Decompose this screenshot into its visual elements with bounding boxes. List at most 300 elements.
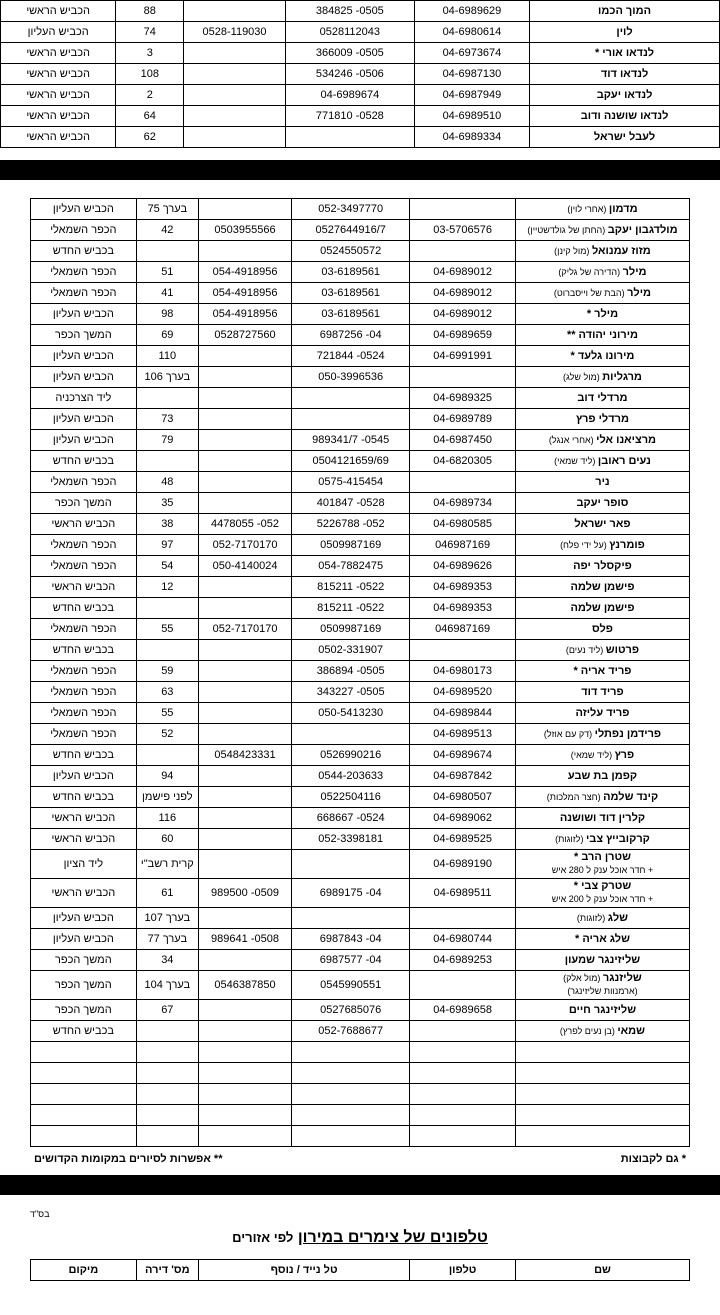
cell-mobile: 0505- 384825	[285, 1, 414, 22]
cell-name: פיקסלר יפה	[515, 556, 689, 577]
cell-location: הכביש הראשי	[1, 43, 116, 64]
cell-name: מרציאנו אלי (אחרי אנגל)	[515, 430, 689, 451]
cell-mobile: 0522- 815211	[292, 598, 410, 619]
cell-extra-phone	[198, 1021, 291, 1042]
footnote-right: * גם לקבוצות	[620, 1153, 686, 1165]
cell-phone: 04-6989844	[410, 703, 516, 724]
cell-name: פרידמן נפתלי (דק עם אוזל)	[515, 724, 689, 745]
cell-name: קרקובייץ צבי (לזוגות)	[515, 829, 689, 850]
cell-extra-phone: 0546387850	[198, 971, 291, 1000]
cell-mobile	[292, 409, 410, 430]
cell-location: הכביש העליון	[31, 409, 137, 430]
cell-name: שטרק צבי * + חדר אוכל ענק ל 200 איש	[515, 879, 689, 908]
cell-extra-phone	[198, 808, 291, 829]
table-row	[31, 262, 690, 283]
cell-apartment-number: 51	[136, 262, 198, 283]
cell-location: הכביש הראשי	[1, 85, 116, 106]
cell-location: הכביש הראשי	[31, 514, 137, 535]
cell-location: בכביש החדש	[31, 1021, 137, 1042]
cell-extra-phone	[198, 472, 291, 493]
cell-extra-phone: 052-7170170	[198, 535, 291, 556]
table-row	[31, 451, 690, 472]
cell-name: מרדלי דוב	[515, 388, 689, 409]
cell-location: הכביש העליון	[31, 199, 137, 220]
cell-name-note: (לזוגות)	[576, 912, 608, 923]
cell-location: הכפר השמאלי	[31, 682, 137, 703]
cell-location: הכביש העליון	[31, 346, 137, 367]
table-row	[1, 22, 720, 43]
table-row	[31, 220, 690, 241]
cell-phone	[410, 640, 516, 661]
cell-extra-phone: 0508- 989641	[198, 929, 291, 950]
cell-mobile: 0505- 343227	[292, 682, 410, 703]
cell-extra-phone: 0528727560	[198, 325, 291, 346]
cell-mobile: 0522504116	[292, 787, 410, 808]
table-row	[31, 908, 690, 929]
cell-location: הכפר השמאלי	[31, 619, 137, 640]
cell-mobile: 0575-415454	[292, 472, 410, 493]
cell-phone: 04-6989510	[414, 106, 529, 127]
cell-apartment-number	[136, 1105, 198, 1126]
cell-apartment-number: בערך 104	[136, 971, 198, 1000]
cell-mobile	[292, 908, 410, 929]
cell-location: הכפר השמאלי	[31, 262, 137, 283]
cell-name: מרדלי פרץ	[515, 409, 689, 430]
cell-phone: 04-6989012	[410, 283, 516, 304]
table-row	[31, 304, 690, 325]
table-row	[31, 514, 690, 535]
cell-apartment-number: 35	[136, 493, 198, 514]
cell-phone: 04-6989520	[410, 682, 516, 703]
cell-location: הכביש העליון	[1, 22, 116, 43]
cell-mobile: 0544-203633	[292, 766, 410, 787]
cell-location: בכביש החדש	[31, 787, 137, 808]
cell-phone: 04-6989353	[410, 598, 516, 619]
cell-extra-phone	[198, 908, 291, 929]
cell-phone: 04-6989062	[410, 808, 516, 829]
page-separator-1	[0, 160, 720, 180]
cell-mobile: 0524- 668667	[292, 808, 410, 829]
cell-name: לנדאו אורי *	[530, 43, 720, 64]
cell-name: קלרין דוד ושושנה	[515, 808, 689, 829]
cell-name: שליזינגר שמעון	[515, 950, 689, 971]
cell-name-note: (חצר המלכות)	[546, 791, 604, 802]
cell-name-note: (מול קינן)	[554, 245, 592, 256]
table-row	[1, 64, 720, 85]
cell-location: ליד הצרכניה	[31, 388, 137, 409]
cell-phone: 04-6980173	[410, 661, 516, 682]
cell-extra-phone	[184, 64, 286, 85]
page-title	[30, 1229, 690, 1247]
cell-name: קינד שלמה (חצר המלכות)	[515, 787, 689, 808]
cell-extra-phone	[198, 724, 291, 745]
cell-name	[515, 1084, 689, 1105]
col-header-loc: מיקום	[31, 1260, 137, 1281]
cell-mobile: 052- 5226788	[292, 514, 410, 535]
cell-phone	[410, 1063, 516, 1084]
cell-location: הכביש הראשי	[1, 127, 116, 148]
cell-location: הכביש הראשי	[31, 879, 137, 908]
cell-apartment-number	[136, 745, 198, 766]
cell-phone: 04-6989658	[410, 1000, 516, 1021]
cell-extra-phone	[198, 577, 291, 598]
cell-location: הכביש הראשי	[31, 808, 137, 829]
cell-name: שמאי (בן נעים לפרץ)	[515, 1021, 689, 1042]
page-fragment-bottom	[0, 1195, 720, 1315]
cell-name: מילר *	[515, 304, 689, 325]
cell-apartment-number: 3	[116, 43, 184, 64]
cell-location	[31, 1105, 137, 1126]
table-row	[31, 971, 690, 1000]
table-row	[31, 745, 690, 766]
cell-mobile: 0527644916/7	[292, 220, 410, 241]
col-header-name: שם	[515, 1260, 689, 1281]
bsd-marker: בס"ד	[30, 1209, 50, 1219]
cell-extra-phone	[184, 85, 286, 106]
cell-mobile: 0528112043	[285, 22, 414, 43]
table-row	[31, 808, 690, 829]
cell-location: המשך הכפר	[31, 950, 137, 971]
cell-name: ניר	[515, 472, 689, 493]
cell-mobile: 0509987169	[292, 535, 410, 556]
cell-phone: 04-6989789	[410, 409, 516, 430]
cell-mobile	[292, 1084, 410, 1105]
cell-extra-phone	[184, 43, 286, 64]
cell-apartment-number	[136, 1042, 198, 1063]
cell-location: המשך הכפר	[31, 971, 137, 1000]
cell-name-note: (דק עם אוזל)	[543, 728, 595, 739]
cell-name: פרץ (ליד שמאי)	[515, 745, 689, 766]
cell-phone	[410, 199, 516, 220]
contacts-table-main	[30, 198, 690, 1147]
cell-apartment-number	[136, 598, 198, 619]
cell-location: הכביש העליון	[31, 908, 137, 929]
cell-extra-phone: 052- 4478055	[198, 514, 291, 535]
cell-apartment-number: 62	[116, 127, 184, 148]
table-row	[1, 85, 720, 106]
cell-name: שליזינגר חיים	[515, 1000, 689, 1021]
cell-apartment-number: קרית רשב"י	[136, 850, 198, 879]
cell-location: בכביש החדש	[31, 241, 137, 262]
cell-mobile: 0526990216	[292, 745, 410, 766]
cell-phone	[410, 1105, 516, 1126]
cell-apartment-number	[136, 1084, 198, 1105]
cell-phone	[410, 241, 516, 262]
table-row	[31, 367, 690, 388]
table-row	[31, 619, 690, 640]
cell-location: הכפר השמאלי	[31, 556, 137, 577]
cell-phone	[410, 472, 516, 493]
cell-extra-phone	[198, 1042, 291, 1063]
table-row-empty	[31, 1084, 690, 1105]
cell-apartment-number: 98	[136, 304, 198, 325]
cell-apartment-number: 41	[136, 283, 198, 304]
cell-name-extra-note: + חדר אוכל ענק ל 200 איש	[551, 894, 654, 904]
table-row	[31, 640, 690, 661]
cell-extra-phone	[184, 1, 286, 22]
cell-location: בכביש החדש	[31, 745, 137, 766]
cell-extra-phone: 0503955566	[198, 220, 291, 241]
cell-mobile: 0545- 989341/7	[292, 430, 410, 451]
cell-extra-phone	[198, 367, 291, 388]
table-row	[1, 1, 720, 22]
cell-apartment-number: 74	[116, 22, 184, 43]
cell-name-note: (הבת של וייסברוט)	[553, 287, 628, 298]
cell-mobile: 0522- 815211	[292, 577, 410, 598]
cell-location: הכביש הראשי	[1, 1, 116, 22]
table-row	[31, 724, 690, 745]
cell-extra-phone	[198, 1105, 291, 1126]
cell-extra-phone	[198, 199, 291, 220]
cell-name-note: (בן נעים לפרץ)	[559, 1025, 618, 1036]
cell-phone	[410, 1021, 516, 1042]
cell-extra-phone: 054-4918956	[198, 304, 291, 325]
cell-name-extra-note: + חדר אוכל ענק ל 280 איש	[551, 865, 654, 875]
cell-location: בכביש החדש	[31, 451, 137, 472]
cell-mobile	[292, 1126, 410, 1147]
cell-apartment-number: 63	[136, 682, 198, 703]
cell-phone: 04-6980507	[410, 787, 516, 808]
table-row	[1, 127, 720, 148]
table-row	[31, 199, 690, 220]
cell-name-note: (לזוגות)	[555, 833, 586, 844]
cell-mobile: 04- 6987843	[292, 929, 410, 950]
page-title-main: טלפונים של צימרים במירון	[297, 1229, 488, 1246]
cell-location: הכפר השמאלי	[31, 472, 137, 493]
cell-phone: 04-6989190	[410, 850, 516, 879]
cell-mobile	[292, 1063, 410, 1084]
cell-phone	[410, 908, 516, 929]
cell-location: הכביש הראשי	[1, 106, 116, 127]
cell-apartment-number: 42	[136, 220, 198, 241]
cell-apartment-number: 110	[136, 346, 198, 367]
cell-location: המשך הכפר	[31, 1000, 137, 1021]
cell-name: פאר ישראל	[515, 514, 689, 535]
cell-apartment-number: 2	[116, 85, 184, 106]
col-header-cell: טל נייד / נוסף	[198, 1260, 409, 1281]
cell-location: הכביש העליון	[31, 766, 137, 787]
cell-apartment-number: 108	[116, 64, 184, 85]
cell-name: מילר (הבת של וייסברוט)	[515, 283, 689, 304]
footnotes	[30, 1153, 690, 1165]
cell-location: ליד הציון	[31, 850, 137, 879]
cell-apartment-number: 69	[136, 325, 198, 346]
cell-extra-phone	[198, 493, 291, 514]
cell-apartment-number	[136, 1126, 198, 1147]
cell-name	[515, 1105, 689, 1126]
cell-phone: 04-6989511	[410, 879, 516, 908]
cell-mobile: 04- 6989175	[292, 879, 410, 908]
cell-location: הכפר השמאלי	[31, 661, 137, 682]
cell-extra-phone	[198, 850, 291, 879]
cell-extra-phone: 054-4918956	[198, 283, 291, 304]
cell-mobile: 054-7882475	[292, 556, 410, 577]
cell-apartment-number	[136, 640, 198, 661]
cell-mobile: 0505- 386894	[292, 661, 410, 682]
cell-phone: 04-6980614	[414, 22, 529, 43]
cell-name-note: (אחרי אנגל)	[548, 434, 597, 445]
cell-phone: 03-5706576	[410, 220, 516, 241]
cell-mobile: 0509987169	[292, 619, 410, 640]
cell-extra-phone	[198, 241, 291, 262]
cell-location: הכביש העליון	[31, 929, 137, 950]
table-row	[31, 787, 690, 808]
cell-phone: 04-6989525	[410, 829, 516, 850]
table-row-empty	[31, 1126, 690, 1147]
cell-apartment-number: 55	[136, 703, 198, 724]
cell-extra-phone	[184, 106, 286, 127]
table-row	[31, 283, 690, 304]
table-row	[31, 850, 690, 879]
cell-name: סופר יעקב	[515, 493, 689, 514]
cell-name: פישמן שלמה	[515, 598, 689, 619]
cell-mobile: 03-6189561	[292, 283, 410, 304]
table-row	[31, 556, 690, 577]
table-row	[31, 929, 690, 950]
cell-apartment-number: 73	[136, 409, 198, 430]
cell-mobile: 0527685076	[292, 1000, 410, 1021]
cell-name: מילר (הדירה של גליק)	[515, 262, 689, 283]
cell-mobile: 050-5413230	[292, 703, 410, 724]
table-row	[31, 472, 690, 493]
cell-apartment-number: בערך 106	[136, 367, 198, 388]
cell-mobile: 050-3996536	[292, 367, 410, 388]
cell-phone	[410, 971, 516, 1000]
cell-apartment-number: 38	[136, 514, 198, 535]
cell-extra-phone	[198, 661, 291, 682]
cell-name: מירונו גלעד *	[515, 346, 689, 367]
cell-apartment-number: 116	[136, 808, 198, 829]
cell-mobile	[292, 1042, 410, 1063]
cell-mobile: 04-6989674	[285, 85, 414, 106]
cell-phone: 04-6989629	[414, 1, 529, 22]
cell-name: לנדאו יעקב	[530, 85, 720, 106]
cell-location: הכביש העליון	[31, 430, 137, 451]
cell-name: שליזנגר (מול אלק) (ארמנוות שליזינגר)	[515, 971, 689, 1000]
cell-location: המשך הכפר	[31, 493, 137, 514]
cell-phone: 04-6989012	[410, 262, 516, 283]
cell-apartment-number: 79	[136, 430, 198, 451]
cell-mobile: 0545990551	[292, 971, 410, 1000]
cell-phone: 04-6989659	[410, 325, 516, 346]
cell-mobile: 0524- 721844	[292, 346, 410, 367]
cell-extra-phone	[198, 766, 291, 787]
cell-location	[31, 1042, 137, 1063]
cell-phone: 04-6987130	[414, 64, 529, 85]
cell-apartment-number: 94	[136, 766, 198, 787]
cell-name: לנדאו דוד	[530, 64, 720, 85]
table-row	[31, 879, 690, 908]
cell-extra-phone	[198, 1063, 291, 1084]
cell-mobile: 0528- 401847	[292, 493, 410, 514]
cell-mobile	[292, 1105, 410, 1126]
cell-extra-phone	[198, 640, 291, 661]
cell-name: המוך הכמו	[530, 1, 720, 22]
cell-location: הכפר השמאלי	[31, 220, 137, 241]
cell-name: קפמן בת שבע	[515, 766, 689, 787]
cell-apartment-number: 55	[136, 619, 198, 640]
col-header-num: מס' דירה	[136, 1260, 198, 1281]
cell-apartment-number: 64	[116, 106, 184, 127]
cell-phone: 046987169	[410, 619, 516, 640]
cell-mobile: 052-3398181	[292, 829, 410, 850]
cell-phone	[410, 1084, 516, 1105]
cell-phone: 04-6989353	[410, 577, 516, 598]
cell-phone: 04-6987450	[410, 430, 516, 451]
cell-mobile: 0528- 771810	[285, 106, 414, 127]
page-separator-2	[0, 1175, 720, 1195]
table-row	[31, 829, 690, 850]
cell-phone: 04-6989734	[410, 493, 516, 514]
table-row-empty	[31, 1042, 690, 1063]
cell-extra-phone: 052-7170170	[198, 619, 291, 640]
table-row	[1, 106, 720, 127]
cell-phone: 04-6980585	[410, 514, 516, 535]
cell-extra-phone	[198, 346, 291, 367]
cell-extra-phone	[198, 388, 291, 409]
table-row	[31, 409, 690, 430]
cell-name-note: (על ידי פלח)	[560, 539, 610, 550]
cell-location: בכביש החדש	[31, 640, 137, 661]
cell-extra-phone	[198, 950, 291, 971]
cell-name: פומרנץ (על ידי פלח)	[515, 535, 689, 556]
cell-apartment-number: 88	[116, 1, 184, 22]
cell-phone: 04-6991991	[410, 346, 516, 367]
cell-extra-phone	[198, 1000, 291, 1021]
cell-name	[515, 1063, 689, 1084]
cell-location: הכפר השמאלי	[31, 703, 137, 724]
cell-extra-phone	[198, 1126, 291, 1147]
cell-extra-phone	[184, 127, 286, 148]
table-row-empty	[31, 1105, 690, 1126]
table-row	[31, 682, 690, 703]
cell-apartment-number: 60	[136, 829, 198, 850]
cell-mobile: 0505- 366009	[285, 43, 414, 64]
cell-phone	[410, 1126, 516, 1147]
cell-location: הכפר השמאלי	[31, 535, 137, 556]
cell-name-extra-note: (ארמנוות שליזינגר)	[567, 986, 638, 996]
cell-name: מדמון (אחרי לוין)	[515, 199, 689, 220]
cell-apartment-number: 61	[136, 879, 198, 908]
cell-apartment-number: 52	[136, 724, 198, 745]
table-row	[31, 493, 690, 514]
cell-phone: 04-6989325	[410, 388, 516, 409]
cell-name-note: (ליד נעים)	[565, 644, 606, 655]
cell-name: מזוז עמנואל (מול קינן)	[515, 241, 689, 262]
cell-name: פריד עליזה	[515, 703, 689, 724]
cell-extra-phone	[198, 703, 291, 724]
table-row	[31, 388, 690, 409]
cell-name	[515, 1126, 689, 1147]
cell-mobile: 0502-331907	[292, 640, 410, 661]
cell-mobile: 0506- 534246	[285, 64, 414, 85]
cell-name: שטרן הרב * + חדר אוכל ענק ל 280 איש	[515, 850, 689, 879]
table-row	[31, 577, 690, 598]
page-fragment-top	[0, 0, 720, 160]
cell-apartment-number	[136, 451, 198, 472]
cell-location	[31, 1126, 137, 1147]
contacts-table-next	[30, 1259, 690, 1281]
cell-phone: 04-6989012	[410, 304, 516, 325]
cell-apartment-number: 97	[136, 535, 198, 556]
cell-name: פריד דוד	[515, 682, 689, 703]
cell-extra-phone: 0528-119030	[184, 22, 286, 43]
cell-name: מולדגבון יעקב (החתן של גולדשטיין)	[515, 220, 689, 241]
cell-mobile	[292, 388, 410, 409]
cell-phone: 04-6987949	[414, 85, 529, 106]
cell-phone: 04-6989513	[410, 724, 516, 745]
cell-extra-phone: 050-4140024	[198, 556, 291, 577]
